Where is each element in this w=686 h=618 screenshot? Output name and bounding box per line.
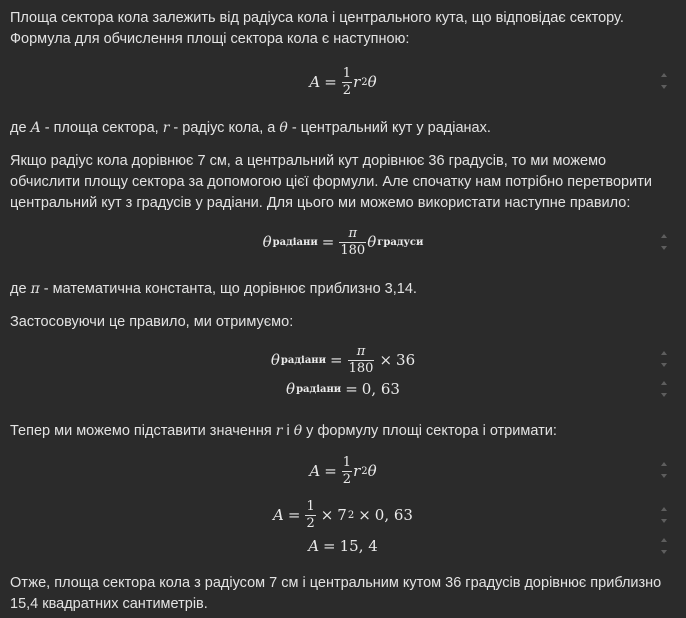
fraction-pi-over-180	[339, 227, 366, 258]
formula-times: ×	[379, 350, 393, 369]
subscript-radians: радіани	[272, 236, 318, 248]
formula-scroll-control[interactable]	[658, 231, 670, 253]
formula-radian-calc	[0, 341, 686, 379]
definitions-paragraph	[10, 118, 675, 139]
formula-value: 36	[396, 350, 416, 369]
formula-equals: =	[321, 232, 335, 251]
subscript-radians: радіани	[280, 354, 327, 366]
substitute-paragraph	[10, 421, 675, 442]
fraction-one-half	[342, 456, 352, 487]
subscript-radians: радіани	[296, 383, 342, 395]
formula-var-theta: θ	[367, 72, 377, 91]
conclusion-paragraph: Отже, площа сектора кола з радіусом 7 см і центральним кутом 36 градусів дорівнює приблизно 15,4 квадратних сантиметрів.	[10, 575, 662, 612]
fraction-denominator: 2	[342, 82, 352, 98]
text-segment: - площа сектора,	[40, 120, 163, 136]
formula-value: 0, 63	[361, 379, 400, 398]
scroll-down-icon[interactable]	[661, 550, 667, 554]
formula-sector-area-repeat	[0, 452, 686, 490]
formula-var-a: A	[273, 505, 284, 524]
formula-var-r: r	[353, 461, 361, 480]
formula-var-theta: θ	[262, 232, 272, 251]
scroll-up-icon[interactable]	[661, 462, 667, 466]
formula-value: 7	[337, 505, 347, 524]
fraction-numerator: π	[356, 343, 366, 359]
formula-scroll-control[interactable]	[658, 70, 670, 92]
formula-equals: =	[287, 505, 301, 524]
formula-var-theta: θ	[270, 350, 280, 369]
subscript-degrees: градуси	[377, 236, 424, 248]
formula-var-a: A	[309, 461, 321, 480]
formula-times: ×	[358, 505, 371, 524]
text-segment: - радіус кола, а	[169, 120, 280, 136]
formula-equals: =	[324, 72, 337, 91]
text-segment: Тепер ми можемо підставити значення	[10, 423, 276, 439]
scroll-down-icon[interactable]	[661, 363, 667, 367]
apply-paragraph: Застосовуючи це правило, ми отримуємо:	[10, 314, 294, 330]
text-segment: де	[10, 120, 31, 136]
formula-var-a: A	[308, 536, 320, 555]
formula-area-result	[0, 535, 686, 557]
formula-value: 15, 4	[339, 536, 378, 555]
scroll-down-icon[interactable]	[661, 393, 667, 397]
fraction-one-half	[305, 500, 315, 531]
pi-definition-paragraph	[10, 279, 675, 300]
formula-scroll-control[interactable]	[658, 378, 670, 400]
formula-value: 0, 63	[374, 505, 413, 524]
inline-var-a: A	[30, 120, 41, 136]
formula-scroll-control[interactable]	[658, 535, 670, 557]
scroll-up-icon[interactable]	[661, 507, 667, 511]
formula-sector-area	[0, 62, 686, 102]
fraction-pi-over-180	[348, 345, 375, 376]
scroll-up-icon[interactable]	[661, 73, 667, 77]
formula-degree-to-radian	[0, 222, 686, 262]
formula-exponent: 2	[347, 509, 355, 521]
formula-var-theta: θ	[367, 461, 377, 480]
formula-scroll-control[interactable]	[658, 348, 670, 370]
fraction-denominator: 2	[306, 515, 315, 531]
inline-var-pi: π	[30, 281, 40, 297]
inline-var-r: r	[162, 120, 170, 136]
formula-times: ×	[320, 505, 334, 524]
formula-exponent: 2	[361, 76, 368, 88]
inline-var-theta: θ	[279, 120, 288, 136]
conversion-intro-paragraph: Якщо радіус кола дорівнює 7 см, а центральний кут дорівнює 36 градусів, то ми можемо обчислити площу сектора за допомогою цієї формули. Але спочатку нам потрібно перетворити центральний кут з градусів у радіани. Для цього ми можемо використати наступне правило:	[10, 153, 652, 211]
formula-scroll-control[interactable]	[658, 504, 670, 526]
fraction-denominator: 2	[342, 471, 352, 487]
scroll-up-icon[interactable]	[661, 351, 667, 355]
formula-radian-result	[0, 378, 686, 400]
fraction-numerator: 1	[342, 454, 352, 470]
fraction-one-half	[342, 67, 352, 98]
formula-equals: =	[330, 350, 343, 369]
formula-area-substitution	[0, 495, 686, 535]
formula-exponent: 2	[361, 465, 368, 477]
scroll-up-icon[interactable]	[661, 538, 667, 542]
text-segment: де	[10, 281, 31, 297]
fraction-numerator: 1	[342, 65, 352, 81]
formula-scroll-control[interactable]	[658, 459, 670, 481]
text-segment: і	[282, 423, 294, 439]
formula-equals: =	[323, 536, 336, 555]
fraction-denominator: 180	[340, 242, 366, 258]
formula-var-a: A	[309, 72, 321, 91]
scroll-down-icon[interactable]	[661, 246, 667, 250]
fraction-numerator: π	[348, 225, 358, 241]
fraction-numerator: 1	[306, 498, 315, 514]
inline-var-theta: θ	[293, 423, 303, 439]
fraction-denominator: 180	[348, 360, 374, 376]
scroll-down-icon[interactable]	[661, 519, 667, 523]
formula-equals: =	[324, 461, 337, 480]
scroll-up-icon[interactable]	[661, 381, 667, 385]
formula-var-theta: θ	[367, 232, 377, 251]
intro-paragraph: Площа сектора кола залежить від радіуса кола і центрального кута, що відповідає сектору. Формула для обчислення площі сектора кола є наступною:	[10, 10, 624, 47]
formula-equals: =	[345, 379, 358, 398]
formula-var-theta: θ	[286, 379, 296, 398]
text-segment: - центральний кут у радіанах.	[287, 120, 491, 136]
formula-var-r: r	[353, 72, 361, 91]
scroll-down-icon[interactable]	[661, 85, 667, 89]
inline-var-r: r	[275, 423, 283, 439]
scroll-down-icon[interactable]	[661, 474, 667, 478]
scroll-up-icon[interactable]	[661, 234, 667, 238]
text-segment: - математична константа, що дорівнює приблизно 3,14.	[39, 281, 417, 297]
text-segment: у формулу площі сектора і отримати:	[302, 423, 557, 439]
